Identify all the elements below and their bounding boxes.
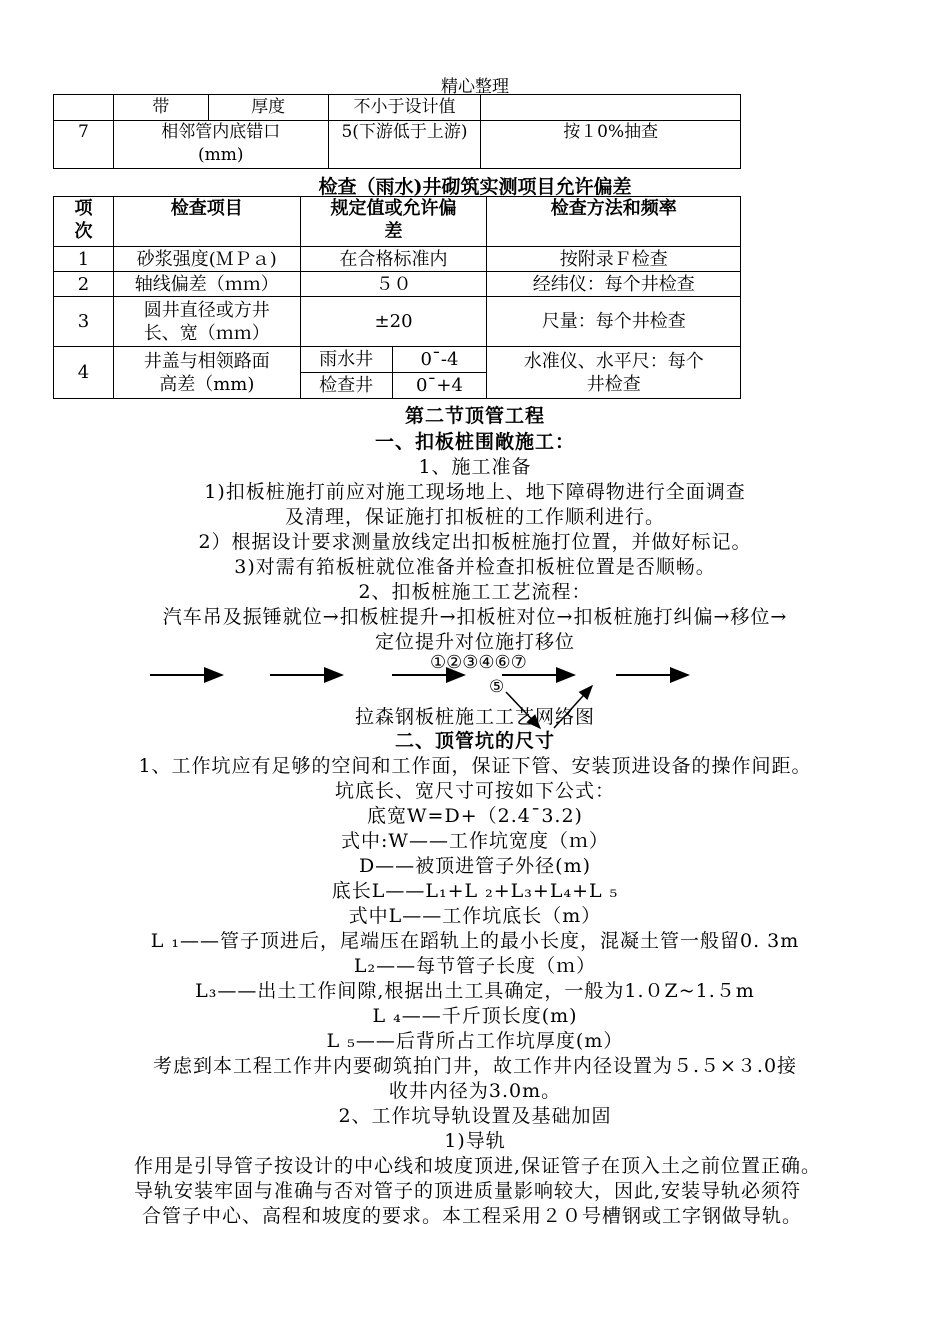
th-item: 检查项目: [113, 197, 300, 247]
row4-no: 4: [54, 347, 114, 399]
table-row: [54, 247, 741, 272]
row2-value: ５０: [300, 272, 487, 297]
row2-no: 2: [54, 272, 114, 297]
row2-item: 轴线偏差（ｍｍ）: [113, 272, 300, 297]
s2-guide-para-2: 导轨安装牢固与准确与否对管子的顶进质量影响较大，因此,安装导轨必须符: [134, 1180, 802, 1202]
s2-heading-2: 2、工作坑导轨设置及基础加固: [338, 1105, 612, 1127]
top-row2-method: 按１0%抽查: [481, 121, 741, 169]
s2-def-l5: L ₅——后背所占工作坑厚度(m）: [326, 1030, 624, 1052]
s2-def-l1: L ₁——管子顶进后，尾端压在蹈轨上的最小长度，混凝土管一般留0. 3m: [150, 930, 800, 952]
top-row2-item-l1: 相邻管内底错口: [161, 122, 281, 142]
s2-def-l3: L₃——出土工作间隙,根据出土工具确定，一般为1.０Z~1.５m: [195, 980, 755, 1002]
s2-def-w: 式中:W——工作坑宽度（ｍ）: [341, 830, 609, 852]
s2-formula-width: 底宽W=D+（2.4¯3.2): [367, 805, 583, 827]
top-row1-c2: 带: [113, 95, 208, 121]
th-value: [300, 197, 487, 247]
network-caption: 拉森钢板桩施工工艺网络图: [354, 706, 595, 728]
row1-item: 砂浆强度(ＭＰａ): [113, 247, 300, 272]
row4-item-l2: 高差（mm): [159, 373, 255, 395]
s1-para-1a: 1)扣板桩施打前应对施工现场地上、地下障碍物进行全面调查: [204, 481, 746, 503]
row4-method-l1: 水准仪、水平尺：每个: [523, 350, 704, 372]
flow-line-a: 汽车吊及振锤就位→扣板桩提升→扣板桩对位→扣板桩施打纠偏→移位→: [162, 606, 788, 628]
section-title: 第二节顶管工程: [404, 405, 545, 427]
table-row: [54, 347, 741, 373]
th-value-l1: 规定值或允许偏: [330, 198, 457, 219]
th-method: 检查方法和频率: [487, 197, 741, 247]
top-row2-no: 7: [54, 121, 114, 169]
row4-item-l1: 井盖与相领路面: [143, 350, 270, 372]
row4-sub1: 雨水井: [300, 347, 392, 373]
s1-heading-2: 2、扣板桩施工工艺流程：: [358, 581, 592, 603]
s2-guide-para-1: 作用是引导管子按设计的中心线和坡度顶进,保证管子在顶入土之前位置正确。: [134, 1155, 822, 1177]
subsection-1-title: 一、扣板桩围敞施工：: [374, 431, 575, 453]
page-header: 精心整理: [441, 77, 509, 96]
inspect-table: [53, 196, 741, 399]
row4-sub2: 检查井: [300, 373, 392, 399]
row3-method: 尺量：每个井检查: [487, 297, 741, 347]
s2-def-l2: L₂——每节管子长度（ｍ）: [353, 955, 597, 977]
s2-para-13a: 考虑到本工程工作井内要砌筑拍门井，故工作井内径设置为５.５×３.0接: [152, 1055, 798, 1077]
top-row2-item: [113, 121, 328, 169]
th-no: [54, 197, 114, 247]
row1-no: 1: [54, 247, 114, 272]
s1-para-3: 3)对需有筘板桩就位准备并检查扣板桩位置是否顺畅。: [234, 556, 716, 578]
top-row1-c4: 不小于设计值: [328, 95, 481, 121]
row3-item-l2: 长、宽（ｍｍ）: [143, 322, 270, 344]
th-no-l1: 项: [74, 198, 93, 219]
row3-item-l1: 圆井直径或方井: [143, 299, 270, 321]
s1-para-2: 2）根据设计要求测量放线定出扣板桩施打位置，并做好标记。: [198, 531, 752, 553]
s2-heading-2-1: 1)导轨: [444, 1130, 506, 1152]
s2-def-l4: L ₄——千斤顶长度(m): [372, 1005, 578, 1027]
s2-para-1: 1、工作坑应有足够的空间和工作面，保证下管、安装顶进设备的操作间距。: [138, 755, 812, 777]
row4-method: [487, 347, 741, 399]
row2-method: 经纬仪：每个井检查: [487, 272, 741, 297]
s1-para-1b: 及清理，保证施打扣板桩的工作顺利进行。: [284, 506, 665, 528]
row1-value: 在合格标准内: [300, 247, 487, 272]
top-row2-item-l2: (mm): [197, 145, 244, 165]
s2-def-l: 式中L——工作坑底长（m）: [348, 905, 602, 927]
row1-method: 按附录Ｆ检查: [487, 247, 741, 272]
th-no-l2: 次: [74, 221, 93, 242]
top-row1-c5: [481, 95, 741, 121]
s2-para-13b: 收井内径为3.0m。: [388, 1080, 562, 1102]
network-node-five: ⑤: [489, 677, 505, 697]
top-row1-c3: 厚度: [208, 95, 328, 121]
row4-item: [113, 347, 300, 399]
flow-line-b: 定位提升对位施打移位: [374, 631, 575, 653]
row4-method-l2: 井检查: [586, 373, 641, 395]
top-row2-value: 5(下游低于上游): [328, 121, 481, 169]
th-value-l2: 差: [384, 221, 403, 242]
top-table: [53, 94, 741, 169]
table-title: 检查（雨水)井砌筑实测项目允许偏差: [318, 176, 632, 198]
subsection-2-title: 二、顶管坑的尺寸: [394, 730, 555, 752]
row3-item: [113, 297, 300, 347]
row4-val2: 0¯+4: [392, 373, 487, 399]
row4-val1: 0¯-4: [392, 347, 487, 373]
s2-guide-para-3: 合管子中心、高程和坡度的要求。本工程采用２０号槽钢或工字钢做导轨。: [142, 1205, 803, 1227]
top-row1-c1: [54, 95, 114, 121]
s2-para-2: 坑底长、宽尺寸可按如下公式：: [334, 780, 615, 802]
s2-def-d: D——被顶进管子外径(m): [358, 855, 592, 877]
network-numbers: ①②③④⑥⑦: [430, 652, 527, 673]
row3-no: 3: [54, 297, 114, 347]
s2-formula-length: 底长L——L₁+L ₂+L₃+L₄+L ₅: [331, 880, 619, 902]
table-row: [54, 297, 741, 347]
s1-heading-1: 1、施工准备: [418, 456, 532, 478]
table-row: [54, 272, 741, 297]
row3-value: ±20: [300, 297, 487, 347]
